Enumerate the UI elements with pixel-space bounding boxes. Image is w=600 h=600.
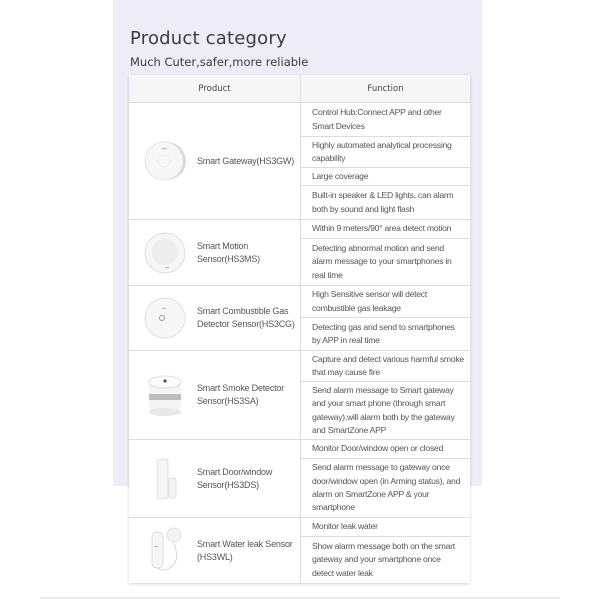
product-cell (129, 351, 301, 439)
page-title: Product category (130, 28, 287, 49)
table-row (129, 220, 470, 286)
table-row (129, 440, 470, 518)
product-name: Smart Water leak Sensor (HS3WL) (197, 538, 293, 562)
function-cell (301, 351, 470, 439)
function-item: Control Hub:Connect APP and other Smart Devices (301, 103, 470, 137)
door-sensor-icon (141, 455, 189, 503)
page-subtitle: Much Cuter,safer,more reliable (130, 55, 309, 69)
table-header (129, 75, 470, 103)
function-cell (301, 220, 470, 285)
gateway-disc-icon (141, 137, 189, 185)
function-item: Capture and detect various harmful smoke that may cause fire (301, 351, 470, 382)
product-cell (129, 440, 301, 517)
function-item: Monitor Door/window open or closed (301, 440, 470, 459)
product-name: Smart Smoke Detector Sensor(HS3SA) (197, 383, 285, 406)
product-cell (129, 103, 301, 219)
product-name: Smart Combustible Gas Detector Sensor(HS3CG) (197, 306, 295, 329)
product-cell (129, 286, 301, 350)
table-row (129, 103, 470, 220)
function-cell (301, 286, 470, 350)
function-cell (301, 518, 470, 583)
function-item: Show alarm message both on the smart gateway and your smartphone once detect water leak (312, 540, 455, 578)
product-table (129, 75, 470, 583)
function-item: High Sensitive sensor will detect combustible gas leakage (301, 286, 470, 318)
product-name: Smart Motion Sensor(HS3MS) (197, 240, 260, 264)
function-item: Monitor leak water (301, 518, 470, 537)
function-item: Highly automated analytical processing capability (301, 137, 470, 168)
product-name: Smart Door/window Sensor(HS3DS) (197, 466, 273, 490)
function-item: Send alarm message to gateway once door/window open (in Arming status), and alarm on SmartZone APP & your smartphone (312, 462, 461, 513)
smoke-detector-icon (141, 371, 189, 419)
gas-detector-icon (141, 294, 189, 342)
function-item: Large coverage (301, 168, 470, 186)
water-leak-sensor-icon (141, 527, 189, 575)
function-cell (301, 440, 470, 517)
table-row (129, 351, 470, 440)
column-header-product: Product (129, 75, 301, 102)
function-item: Send alarm message to Smart gateway and your smart phone (through smart gateway),will alarm both by the gateway and SmartZone APP (312, 384, 455, 435)
product-cell (129, 518, 301, 583)
product-cell (129, 220, 301, 285)
function-cell (301, 103, 470, 219)
function-item: Within 9 meters/90° area detect motion (301, 220, 470, 239)
table-row (129, 286, 470, 351)
column-header-function: Function (367, 83, 404, 94)
product-name: Smart Gateway(HS3GW) (197, 155, 295, 166)
motion-sensor-icon (141, 229, 189, 277)
function-item: Detecting gas and send to smartphones by APP in real time (312, 321, 455, 345)
function-item: Built-in speaker & LED lights, can alarm both by sound and light flash (312, 190, 454, 214)
bottom-divider (40, 597, 560, 599)
table-row (129, 518, 470, 583)
function-item: Detecting abnormal motion and send alarm message to your smartphones in real time (312, 242, 452, 280)
